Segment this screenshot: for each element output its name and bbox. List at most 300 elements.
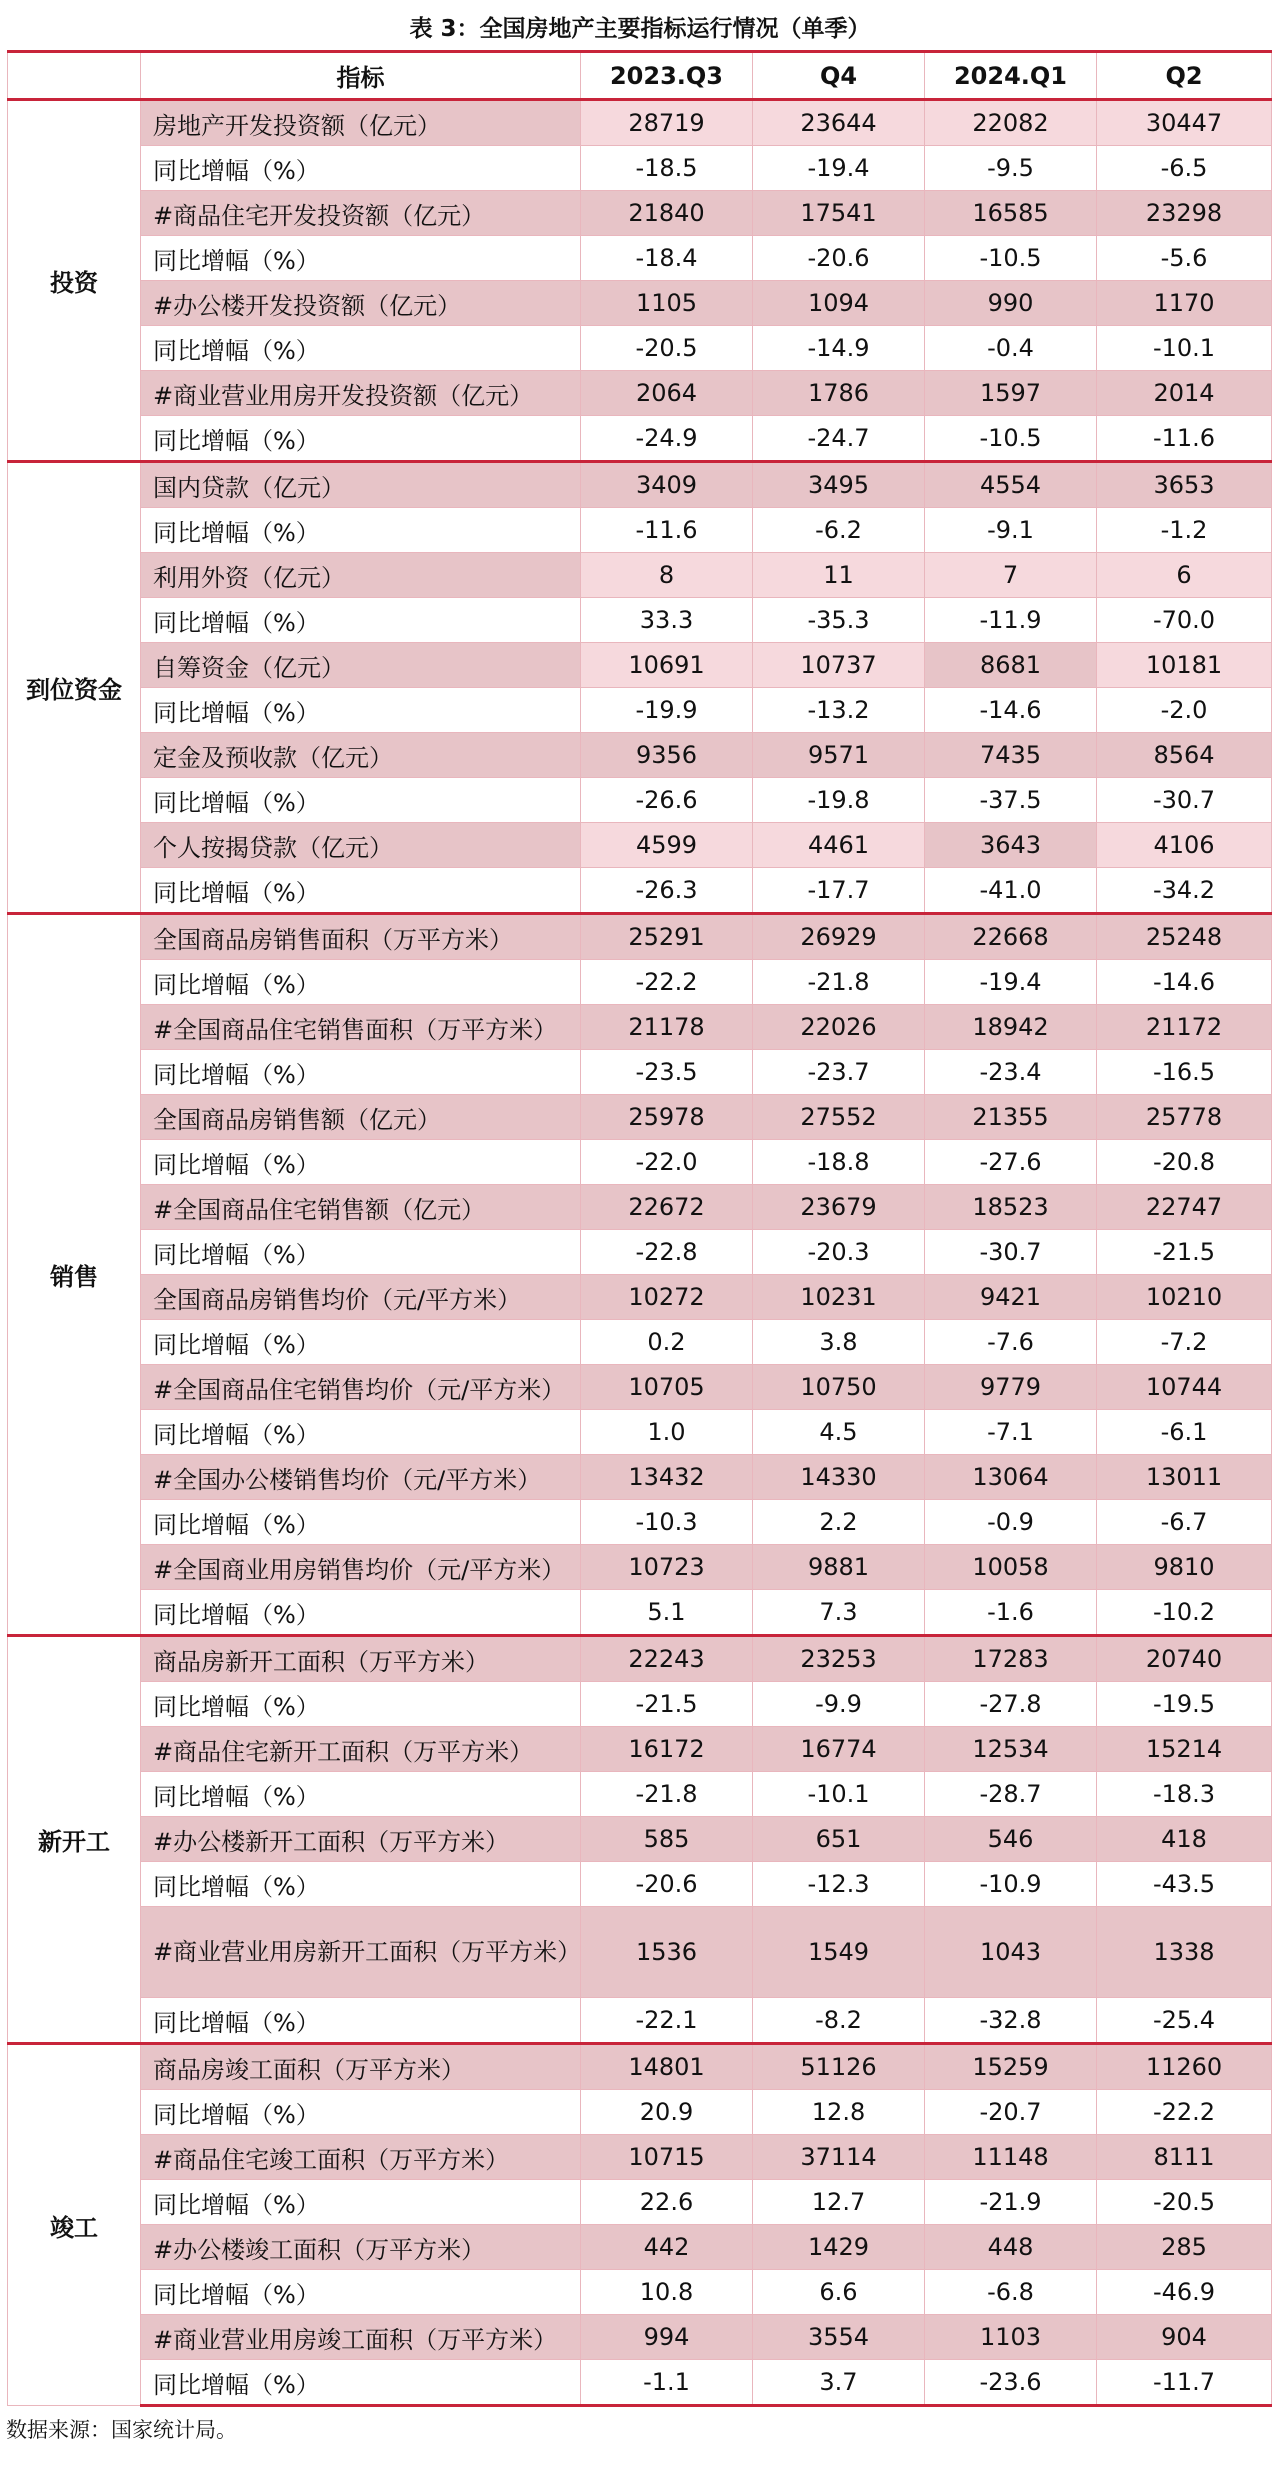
value-cell: -34.2: [1097, 868, 1272, 914]
value-cell: 8111: [1097, 2135, 1272, 2180]
value-cell: -23.5: [581, 1050, 753, 1095]
table-row: [8, 598, 1272, 643]
value-cell: 4599: [581, 823, 753, 868]
indicator-name: 同比增幅（%）: [141, 236, 581, 281]
value-cell: -10.1: [753, 1772, 925, 1817]
indicator-name: 同比增幅（%）: [141, 868, 581, 914]
value-cell: -18.8: [753, 1140, 925, 1185]
value-cell: -27.6: [925, 1140, 1097, 1185]
value-cell: 28719: [581, 100, 753, 146]
table-row: [8, 416, 1272, 462]
value-cell: 25978: [581, 1095, 753, 1140]
table-row: [8, 1590, 1272, 1636]
indicator-name: 国内贷款（亿元）: [141, 462, 581, 508]
value-cell: 13064: [925, 1455, 1097, 1500]
table-row: [8, 1998, 1272, 2044]
value-cell: -22.2: [1097, 2090, 1272, 2135]
indicator-name: 同比增幅（%）: [141, 1410, 581, 1455]
value-cell: -19.9: [581, 688, 753, 733]
table-row: [8, 2090, 1272, 2135]
value-cell: 10058: [925, 1545, 1097, 1590]
value-cell: 1170: [1097, 281, 1272, 326]
group-1: [8, 100, 1272, 462]
category-label: 竣工: [8, 2044, 141, 2406]
indicator-name: #全国商品住宅销售面积（万平方米）: [141, 1005, 581, 1050]
value-cell: 8564: [1097, 733, 1272, 778]
value-cell: 16774: [753, 1727, 925, 1772]
indicator-name: #办公楼竣工面积（万平方米）: [141, 2225, 581, 2270]
table-row: [8, 281, 1272, 326]
indicator-name: 同比增幅（%）: [141, 1590, 581, 1636]
value-cell: 2.2: [753, 1500, 925, 1545]
table-row: [8, 2225, 1272, 2270]
header-col-q4: Q4: [753, 52, 925, 100]
indicator-name: #办公楼开发投资额（亿元）: [141, 281, 581, 326]
header-indicator: 指标: [141, 52, 581, 100]
value-cell: -20.7: [925, 2090, 1097, 2135]
table-title: 表 3：全国房地产主要指标运行情况（单季）: [409, 16, 871, 42]
value-cell: -21.5: [1097, 1230, 1272, 1275]
value-cell: 10210: [1097, 1275, 1272, 1320]
indicator-name: 定金及预收款（亿元）: [141, 733, 581, 778]
value-cell: 17541: [753, 191, 925, 236]
indicator-name: 同比增幅（%）: [141, 1050, 581, 1095]
table-row: [8, 462, 1272, 508]
value-cell: -6.5: [1097, 146, 1272, 191]
value-cell: -1.1: [581, 2360, 753, 2406]
value-cell: 8681: [925, 643, 1097, 688]
value-cell: -70.0: [1097, 598, 1272, 643]
value-cell: -30.7: [925, 1230, 1097, 1275]
value-cell: -23.7: [753, 1050, 925, 1095]
value-cell: -21.9: [925, 2180, 1097, 2225]
value-cell: 2064: [581, 371, 753, 416]
value-cell: -18.3: [1097, 1772, 1272, 1817]
value-cell: 10744: [1097, 1365, 1272, 1410]
table-row: [8, 371, 1272, 416]
value-cell: 8: [581, 553, 753, 598]
value-cell: 6.6: [753, 2270, 925, 2315]
value-cell: -13.2: [753, 688, 925, 733]
value-cell: 18942: [925, 1005, 1097, 1050]
value-cell: 30447: [1097, 100, 1272, 146]
value-cell: 1.0: [581, 1410, 753, 1455]
value-cell: 3653: [1097, 462, 1272, 508]
table-row: [8, 1095, 1272, 1140]
table-row: [8, 1682, 1272, 1727]
value-cell: -14.6: [1097, 960, 1272, 1005]
table-row: [8, 236, 1272, 281]
value-cell: -35.3: [753, 598, 925, 643]
value-cell: 25778: [1097, 1095, 1272, 1140]
table-row: [8, 960, 1272, 1005]
value-cell: -5.6: [1097, 236, 1272, 281]
value-cell: -26.6: [581, 778, 753, 823]
table-row: [8, 1140, 1272, 1185]
value-cell: 10705: [581, 1365, 753, 1410]
table-row: [8, 868, 1272, 914]
value-cell: 14330: [753, 1455, 925, 1500]
value-cell: 994: [581, 2315, 753, 2360]
value-cell: 7435: [925, 733, 1097, 778]
value-cell: -27.8: [925, 1682, 1097, 1727]
value-cell: 25291: [581, 914, 753, 960]
value-cell: 9571: [753, 733, 925, 778]
value-cell: -6.2: [753, 508, 925, 553]
value-cell: -21.5: [581, 1682, 753, 1727]
indicator-table: [7, 50, 1272, 2407]
value-cell: 22672: [581, 1185, 753, 1230]
header-category: [8, 52, 141, 100]
value-cell: 285: [1097, 2225, 1272, 2270]
value-cell: -19.4: [925, 960, 1097, 1005]
value-cell: 1429: [753, 2225, 925, 2270]
value-cell: 10723: [581, 1545, 753, 1590]
value-cell: -10.5: [925, 236, 1097, 281]
value-cell: -7.2: [1097, 1320, 1272, 1365]
value-cell: 10691: [581, 643, 753, 688]
value-cell: 4461: [753, 823, 925, 868]
value-cell: -6.1: [1097, 1410, 1272, 1455]
value-cell: 5.1: [581, 1590, 753, 1636]
value-cell: 442: [581, 2225, 753, 2270]
value-cell: -16.5: [1097, 1050, 1272, 1095]
table-row: [8, 2270, 1272, 2315]
value-cell: 22668: [925, 914, 1097, 960]
group-5: [8, 2044, 1272, 2406]
value-cell: -18.4: [581, 236, 753, 281]
value-cell: -11.9: [925, 598, 1097, 643]
value-cell: 16585: [925, 191, 1097, 236]
table-row: [8, 1275, 1272, 1320]
value-cell: -28.7: [925, 1772, 1097, 1817]
indicator-name: 同比增幅（%）: [141, 1230, 581, 1275]
indicator-name: #商业营业用房新开工面积（万平方米）: [141, 1907, 581, 1998]
table-row: [8, 2044, 1272, 2090]
value-cell: -19.4: [753, 146, 925, 191]
value-cell: -19.5: [1097, 1682, 1272, 1727]
value-cell: -23.6: [925, 2360, 1097, 2406]
value-cell: 13432: [581, 1455, 753, 1500]
table-row: [8, 1410, 1272, 1455]
value-cell: 11148: [925, 2135, 1097, 2180]
value-cell: -7.1: [925, 1410, 1097, 1455]
value-cell: -21.8: [753, 960, 925, 1005]
value-cell: 11: [753, 553, 925, 598]
value-cell: -19.8: [753, 778, 925, 823]
group-2: [8, 462, 1272, 914]
table-row: [8, 508, 1272, 553]
value-cell: -11.6: [1097, 416, 1272, 462]
value-cell: -14.9: [753, 326, 925, 371]
indicator-name: 同比增幅（%）: [141, 2180, 581, 2225]
table-row: [8, 2135, 1272, 2180]
value-cell: -10.5: [925, 416, 1097, 462]
value-cell: 3554: [753, 2315, 925, 2360]
indicator-name: 同比增幅（%）: [141, 2360, 581, 2406]
value-cell: -11.6: [581, 508, 753, 553]
value-cell: -41.0: [925, 868, 1097, 914]
indicator-name: #全国商品住宅销售均价（元/平方米）: [141, 1365, 581, 1410]
value-cell: 16172: [581, 1727, 753, 1772]
category-label: 销售: [8, 914, 141, 1636]
indicator-name: 同比增幅（%）: [141, 960, 581, 1005]
indicator-name: #商品住宅新开工面积（万平方米）: [141, 1727, 581, 1772]
value-cell: 9881: [753, 1545, 925, 1590]
table-row: [8, 1230, 1272, 1275]
table-row: [8, 1772, 1272, 1817]
value-cell: 1094: [753, 281, 925, 326]
table-row: [8, 326, 1272, 371]
value-cell: 22082: [925, 100, 1097, 146]
indicator-name: 同比增幅（%）: [141, 1320, 581, 1365]
value-cell: 10715: [581, 2135, 753, 2180]
value-cell: 11260: [1097, 2044, 1272, 2090]
value-cell: 20.9: [581, 2090, 753, 2135]
table-row: [8, 1320, 1272, 1365]
table-row: [8, 553, 1272, 598]
value-cell: 1105: [581, 281, 753, 326]
value-cell: -24.9: [581, 416, 753, 462]
indicator-name: #商业营业用房开发投资额（亿元）: [141, 371, 581, 416]
indicator-name: 同比增幅（%）: [141, 688, 581, 733]
indicator-name: 房地产开发投资额（亿元）: [141, 100, 581, 146]
value-cell: 2014: [1097, 371, 1272, 416]
value-cell: -20.6: [753, 236, 925, 281]
header-col-2023q3: 2023.Q3: [581, 52, 753, 100]
value-cell: 12.7: [753, 2180, 925, 2225]
value-cell: 14801: [581, 2044, 753, 2090]
table-row: [8, 1817, 1272, 1862]
group-4: [8, 1636, 1272, 2044]
table-row: [8, 688, 1272, 733]
value-cell: 1597: [925, 371, 1097, 416]
value-cell: -14.6: [925, 688, 1097, 733]
table-row: [8, 733, 1272, 778]
value-cell: -30.7: [1097, 778, 1272, 823]
category-label: 投资: [8, 100, 141, 462]
value-cell: 904: [1097, 2315, 1272, 2360]
group-3: [8, 914, 1272, 1636]
value-cell: 9421: [925, 1275, 1097, 1320]
value-cell: -21.8: [581, 1772, 753, 1817]
value-cell: -0.4: [925, 326, 1097, 371]
value-cell: 1103: [925, 2315, 1097, 2360]
table-row: [8, 2315, 1272, 2360]
header-col-q2: Q2: [1097, 52, 1272, 100]
table-row: [8, 778, 1272, 823]
value-cell: -24.7: [753, 416, 925, 462]
indicator-name: 全国商品房销售面积（万平方米）: [141, 914, 581, 960]
value-cell: 6: [1097, 553, 1272, 598]
value-cell: 7: [925, 553, 1097, 598]
table-row: [8, 1455, 1272, 1500]
indicator-name: 同比增幅（%）: [141, 1140, 581, 1185]
value-cell: 22.6: [581, 2180, 753, 2225]
value-cell: -0.9: [925, 1500, 1097, 1545]
indicator-name: 同比增幅（%）: [141, 416, 581, 462]
value-cell: -22.1: [581, 1998, 753, 2044]
value-cell: 448: [925, 2225, 1097, 2270]
value-cell: 13011: [1097, 1455, 1272, 1500]
value-cell: 10181: [1097, 643, 1272, 688]
value-cell: 10.8: [581, 2270, 753, 2315]
value-cell: 21178: [581, 1005, 753, 1050]
value-cell: -6.7: [1097, 1500, 1272, 1545]
value-cell: 23644: [753, 100, 925, 146]
value-cell: 18523: [925, 1185, 1097, 1230]
value-cell: -10.1: [1097, 326, 1272, 371]
indicator-name: #办公楼新开工面积（万平方米）: [141, 1817, 581, 1862]
table-row: [8, 1907, 1272, 1998]
table-row: [8, 643, 1272, 688]
value-cell: -1.6: [925, 1590, 1097, 1636]
table-row: [8, 823, 1272, 868]
value-cell: 22243: [581, 1636, 753, 1682]
header-row: [8, 52, 1272, 100]
value-cell: 21172: [1097, 1005, 1272, 1050]
value-cell: 0.2: [581, 1320, 753, 1365]
value-cell: 37114: [753, 2135, 925, 2180]
value-cell: 33.3: [581, 598, 753, 643]
value-cell: 4106: [1097, 823, 1272, 868]
indicator-name: 同比增幅（%）: [141, 326, 581, 371]
indicator-name: 同比增幅（%）: [141, 2090, 581, 2135]
value-cell: 9356: [581, 733, 753, 778]
value-cell: -11.7: [1097, 2360, 1272, 2406]
indicator-name: 个人按揭贷款（亿元）: [141, 823, 581, 868]
table-row: [8, 1050, 1272, 1095]
value-cell: 1786: [753, 371, 925, 416]
value-cell: 1338: [1097, 1907, 1272, 1998]
value-cell: 12534: [925, 1727, 1097, 1772]
value-cell: 23253: [753, 1636, 925, 1682]
value-cell: 15259: [925, 2044, 1097, 2090]
table-row: [8, 1862, 1272, 1907]
value-cell: 25248: [1097, 914, 1272, 960]
value-cell: 51126: [753, 2044, 925, 2090]
value-cell: 990: [925, 281, 1097, 326]
value-cell: 9810: [1097, 1545, 1272, 1590]
value-cell: -10.3: [581, 1500, 753, 1545]
indicator-name: 利用外资（亿元）: [141, 553, 581, 598]
table-row: [8, 2360, 1272, 2406]
value-cell: 3409: [581, 462, 753, 508]
table-row: [8, 1636, 1272, 1682]
value-cell: -6.8: [925, 2270, 1097, 2315]
indicator-name: 同比增幅（%）: [141, 1500, 581, 1545]
value-cell: -26.3: [581, 868, 753, 914]
indicator-name: #全国商品住宅销售额（亿元）: [141, 1185, 581, 1230]
indicator-name: 自筹资金（亿元）: [141, 643, 581, 688]
indicator-name: #全国商业用房销售均价（元/平方米）: [141, 1545, 581, 1590]
value-cell: -7.6: [925, 1320, 1097, 1365]
value-cell: 4.5: [753, 1410, 925, 1455]
value-cell: 1549: [753, 1907, 925, 1998]
indicator-name: 同比增幅（%）: [141, 1772, 581, 1817]
table-row: [8, 191, 1272, 236]
value-cell: -18.5: [581, 146, 753, 191]
value-cell: -20.5: [1097, 2180, 1272, 2225]
value-cell: 546: [925, 1817, 1097, 1862]
value-cell: 418: [1097, 1817, 1272, 1862]
value-cell: -23.4: [925, 1050, 1097, 1095]
value-cell: -17.7: [753, 868, 925, 914]
value-cell: 10231: [753, 1275, 925, 1320]
value-cell: 7.3: [753, 1590, 925, 1636]
value-cell: -46.9: [1097, 2270, 1272, 2315]
value-cell: 15214: [1097, 1727, 1272, 1772]
value-cell: -10.2: [1097, 1590, 1272, 1636]
indicator-name: 全国商品房销售均价（元/平方米）: [141, 1275, 581, 1320]
category-label: 到位资金: [8, 462, 141, 914]
value-cell: 17283: [925, 1636, 1097, 1682]
value-cell: -22.0: [581, 1140, 753, 1185]
value-cell: 12.8: [753, 2090, 925, 2135]
value-cell: 21840: [581, 191, 753, 236]
value-cell: 4554: [925, 462, 1097, 508]
value-cell: -43.5: [1097, 1862, 1272, 1907]
value-cell: -1.2: [1097, 508, 1272, 553]
value-cell: 23298: [1097, 191, 1272, 236]
table-row: [8, 1005, 1272, 1050]
value-cell: -20.8: [1097, 1140, 1272, 1185]
value-cell: 651: [753, 1817, 925, 1862]
value-cell: 3.7: [753, 2360, 925, 2406]
header-col-2024q1: 2024.Q1: [925, 52, 1097, 100]
indicator-name: 同比增幅（%）: [141, 1862, 581, 1907]
data-source-note: 数据来源：国家统计局。: [6, 2418, 237, 2442]
value-cell: -9.1: [925, 508, 1097, 553]
value-cell: -32.8: [925, 1998, 1097, 2044]
value-cell: 22747: [1097, 1185, 1272, 1230]
indicator-name: #商品住宅竣工面积（万平方米）: [141, 2135, 581, 2180]
value-cell: -37.5: [925, 778, 1097, 823]
category-label: 新开工: [8, 1636, 141, 2044]
value-cell: -12.3: [753, 1862, 925, 1907]
value-cell: -22.2: [581, 960, 753, 1005]
value-cell: 10272: [581, 1275, 753, 1320]
value-cell: 26929: [753, 914, 925, 960]
value-cell: -8.2: [753, 1998, 925, 2044]
value-cell: -20.6: [581, 1862, 753, 1907]
table-row: [8, 100, 1272, 146]
value-cell: 585: [581, 1817, 753, 1862]
table-row: [8, 1727, 1272, 1772]
indicator-name: 同比增幅（%）: [141, 1682, 581, 1727]
value-cell: -10.9: [925, 1862, 1097, 1907]
value-cell: 9779: [925, 1365, 1097, 1410]
indicator-name: 商品房竣工面积（万平方米）: [141, 2044, 581, 2090]
table-row: [8, 2180, 1272, 2225]
indicator-name: 同比增幅（%）: [141, 1998, 581, 2044]
indicator-name: #商业营业用房竣工面积（万平方米）: [141, 2315, 581, 2360]
value-cell: 10750: [753, 1365, 925, 1410]
value-cell: -2.0: [1097, 688, 1272, 733]
table-row: [8, 914, 1272, 960]
indicator-name: 同比增幅（%）: [141, 2270, 581, 2315]
value-cell: -20.3: [753, 1230, 925, 1275]
value-cell: 27552: [753, 1095, 925, 1140]
indicator-name: #全国办公楼销售均价（元/平方米）: [141, 1455, 581, 1500]
indicator-name: 同比增幅（%）: [141, 778, 581, 823]
indicator-name: 同比增幅（%）: [141, 146, 581, 191]
value-cell: 3643: [925, 823, 1097, 868]
value-cell: 22026: [753, 1005, 925, 1050]
table-row: [8, 1500, 1272, 1545]
value-cell: 20740: [1097, 1636, 1272, 1682]
value-cell: 1043: [925, 1907, 1097, 1998]
